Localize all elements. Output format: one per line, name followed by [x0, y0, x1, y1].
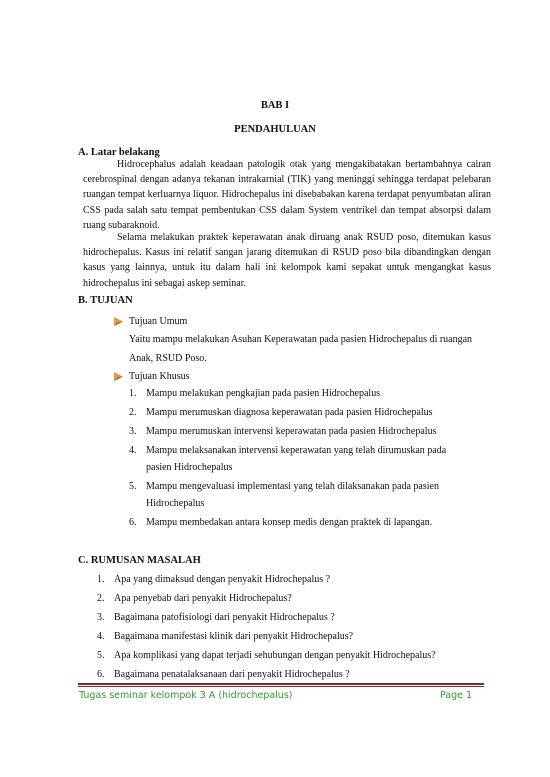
- list-item: 6. Mampu membedakan antara konsep medis dengan praktek di lapangan.: [129, 517, 433, 528]
- section-a-heading: A. Latar belakang: [78, 147, 160, 158]
- chapter-title: BAB I: [260, 100, 290, 111]
- list-item: 2. Mampu merumuskan diagnosa keperawatan pada pasien Hidrochepalus: [129, 407, 433, 418]
- list-item: 6. Bagaimana penatalaksanaan dari penyakit Hidrochepalus ?: [97, 669, 350, 680]
- list-item: 1. Apa yang dimaksud dengan penyakit Hidrochepalus ?: [97, 574, 331, 585]
- footer-text: Tugas seminar kelompok 3 A (hidrochepalus): [79, 690, 293, 701]
- chapter-subtitle: PENDAHULUAN: [234, 124, 316, 135]
- section-a-paragraph-1: [83, 157, 491, 233]
- list-item: 3. Bagaimana patofisiologi dari penyakit Hidrochepalus ?: [97, 612, 335, 623]
- bullet-arrow-icon: [114, 317, 123, 326]
- list-item: 4. Mampu melaksanakan intervensi keperawatan yang telah dirumuskan pada pasien Hidrochepalus: [129, 445, 447, 473]
- tujuan-khusus-label: Tujuan Khusus: [129, 370, 190, 382]
- list-item: 4. Bagaimana manifestasi klinik dari penyakit Hidrochepalus?: [97, 631, 354, 642]
- list-item: 2. Apa penyebab dari penyakit Hidrochepalus?: [97, 593, 292, 604]
- list-item: 3. Mampu merumuskan intervensi keperawatan pada pasien Hidrochepalus: [129, 426, 437, 437]
- rumusan-masalah-list: [97, 570, 477, 684]
- section-a-paragraph-2: [83, 230, 491, 291]
- section-b-heading: B. TUJUAN: [78, 295, 133, 306]
- tujuan-umum-text: Yaitu mampu melakukan Asuhan Keperawatan pada pasien Hidrochepalus di ruangan Anak, RSUD Poso.: [129, 334, 473, 364]
- list-item: 5. Mampu mengevaluasi implementasi yang telah dilaksanakan pada pasien Hidrochepalus: [129, 481, 439, 509]
- bullet-tujuan-umum: [114, 314, 187, 328]
- tujuan-khusus-list: [129, 385, 474, 531]
- page-number: Page 1: [440, 690, 473, 701]
- list-item: 1. Mampu melakukan pengkajian pada pasien Hidrochepalus: [129, 388, 381, 399]
- footer-rule-thin: [78, 686, 484, 687]
- paragraph-2-text: Selama melakukan praktek keperawatan anak diruang anak RSUD poso, ditemukan kasus hidrochepalus. Kasus ini relatif sangan jarang ditemukan di RSUD poso bila dibandingkan dengan kasus yang lainnya, untuk itu dalam hali ini kelompok kami sepakat untuk mengangkat kasus hidrochepalus ini sebagai askep seminar.: [83, 232, 491, 289]
- section-c-heading: C. RUMUSAN MASALAH: [78, 555, 201, 566]
- footer-rule-thick: [78, 683, 484, 685]
- bullet-tujuan-khusus: [114, 369, 189, 383]
- paragraph-1-text: Hidrocephalus adalah keadaan patologik otak yang mengakibatakan bertambahnya cairan cerebrospinal dengan adanya tekanan intrakarnial (TIK) yang meninggi sehingga terdapat pelebaran ruangan tempat kerluarnya liquor. Hidrochepalus ini disebabakan karena terdapat penyumbatan aliran CSS pada salah satu tempat pembentukan CSS dalam System ventrikel dan tempat absorpsi dalam ruang subaraknoid.: [83, 159, 491, 231]
- bullet-arrow-icon: [114, 372, 123, 381]
- tujuan-umum-label: Tujuan Umum: [129, 315, 188, 327]
- list-item: 5. Apa komplikasi yang dapat terjadi sehubungan dengan penyakit Hidrochepalus?: [97, 650, 436, 661]
